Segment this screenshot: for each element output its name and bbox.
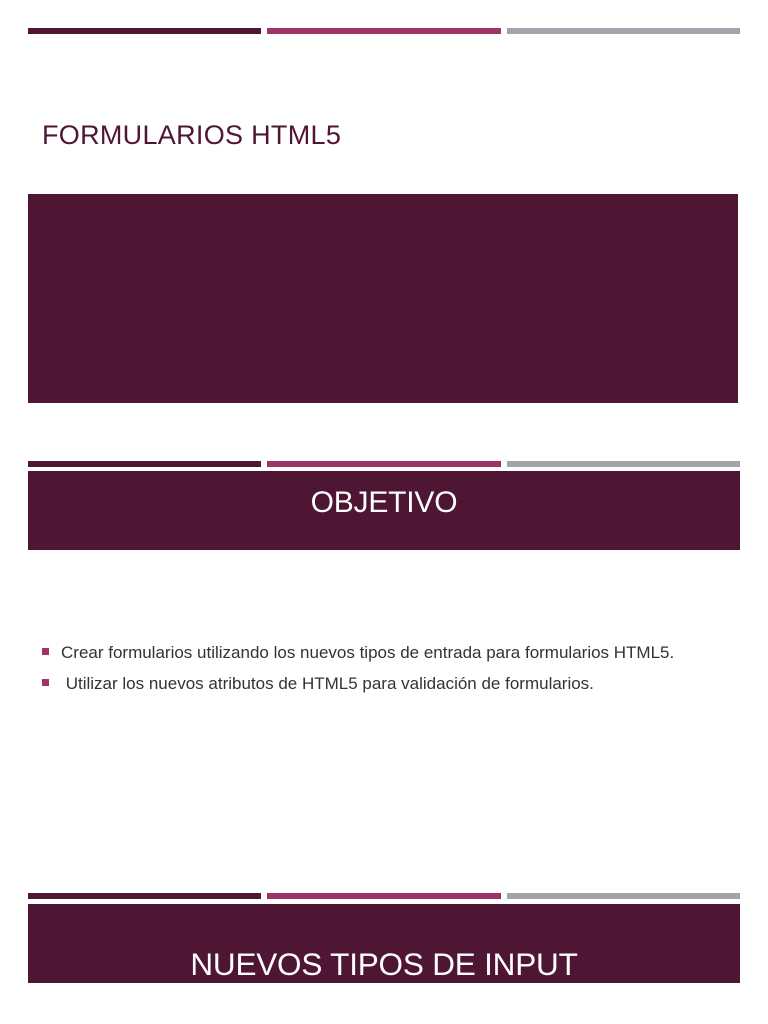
accent-bar-magenta bbox=[267, 893, 500, 899]
accent-bars bbox=[28, 28, 740, 34]
bullet-list bbox=[42, 643, 742, 705]
accent-bar-dark bbox=[28, 28, 261, 34]
section-title: OBJETIVO bbox=[310, 486, 458, 519]
section-header-band bbox=[28, 471, 740, 550]
bullet-text: Crear formularios utilizando los nuevos tipos de entrada para formularios HTML5. bbox=[61, 643, 675, 662]
slide-title: FORMULARIOS HTML5 bbox=[42, 120, 342, 150]
bullet-square-icon bbox=[42, 648, 49, 655]
accent-bar-magenta bbox=[267, 461, 500, 467]
accent-bar-gray bbox=[507, 461, 740, 467]
accent-bars bbox=[28, 893, 740, 899]
accent-bar-dark bbox=[28, 461, 261, 467]
bullet-text: Utilizar los nuevos atributos de HTML5 para validación de formularios. bbox=[61, 674, 594, 693]
section-header-band bbox=[28, 904, 740, 983]
list-item bbox=[42, 674, 742, 694]
title-band bbox=[28, 194, 738, 403]
list-item bbox=[42, 643, 742, 663]
accent-bars bbox=[28, 461, 740, 467]
accent-bar-gray bbox=[507, 893, 740, 899]
accent-bar-dark bbox=[28, 893, 261, 899]
accent-bar-magenta bbox=[267, 28, 500, 34]
section-title: NUEVOS TIPOS DE INPUT bbox=[190, 946, 578, 982]
accent-bar-gray bbox=[507, 28, 740, 34]
bullet-square-icon bbox=[42, 679, 49, 686]
